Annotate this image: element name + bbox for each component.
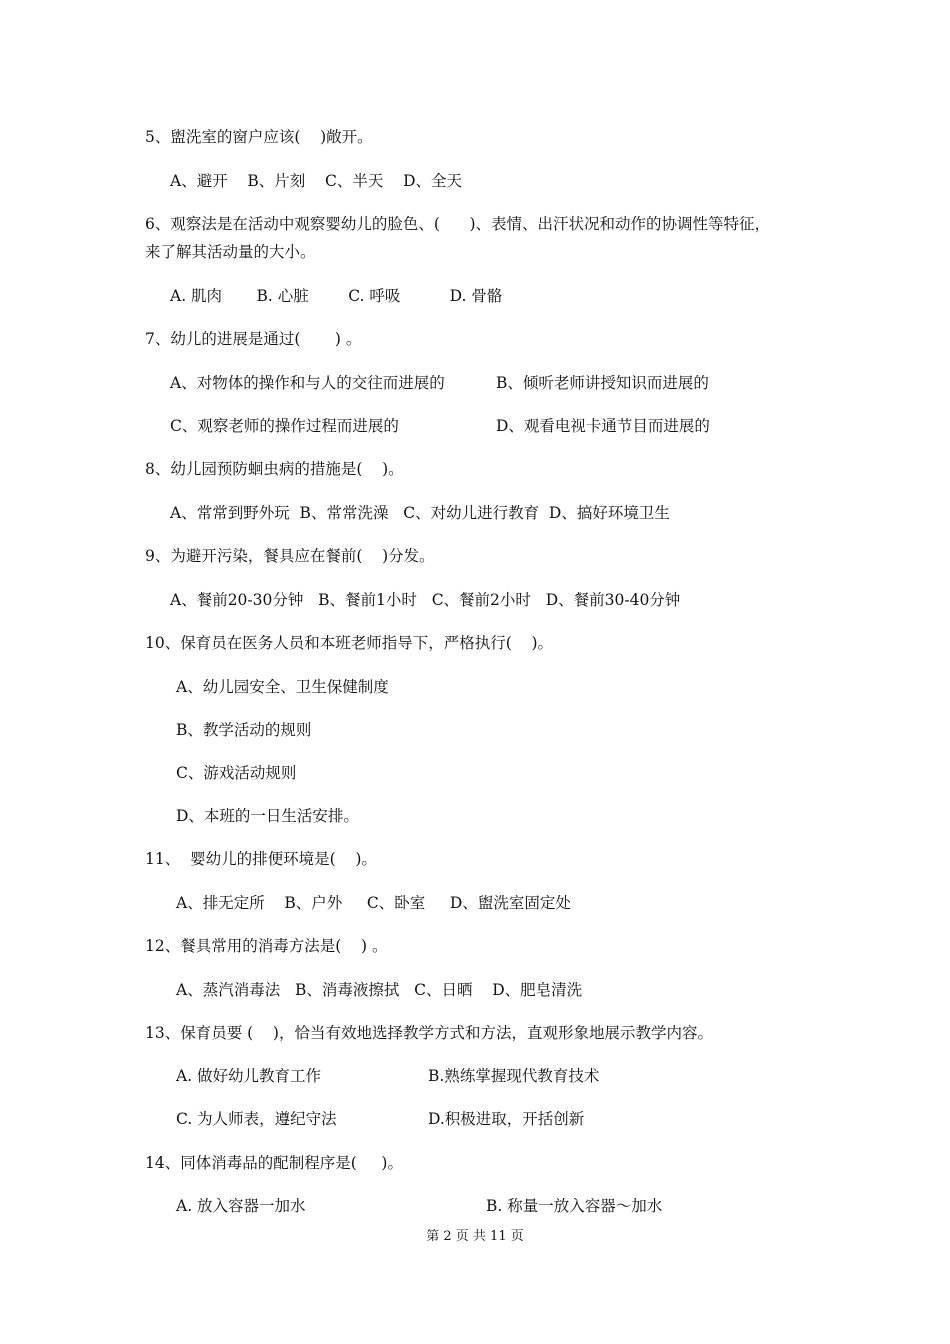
question-12-options: A、蒸汽消毒法 B、消毒液擦拭 C、日晒 D、肥皂清洗 bbox=[176, 981, 583, 999]
question-13-stem: 13、保育员要 ( )，恰当有效地选择教学方式和方法，直观形象地展示教学内容。 bbox=[145, 1024, 713, 1042]
question-6-options: A. 肌肉 B. 心脏 C. 呼吸 D. 骨骼 bbox=[170, 287, 503, 305]
question-10-option-d: D、本班的一日生活安排。 bbox=[176, 807, 359, 825]
question-8-options: A、常常到野外玩 B、常常洗澡 C、对幼儿进行教育 D、搞好环境卫生 bbox=[170, 504, 670, 522]
question-11-options: A、排无定所 B、户外 C、卧室 D、盥洗室固定处 bbox=[176, 894, 571, 912]
question-8-stem: 8、幼儿园预防蛔虫病的措施是( )。 bbox=[145, 460, 404, 478]
question-11-stem: 11、 婴幼儿的排便环境是( )。 bbox=[145, 850, 377, 868]
question-10-stem: 10、保育员在医务人员和本班老师指导下，严格执行( )。 bbox=[145, 634, 554, 652]
question-7-option-c: C、观察老师的操作过程而进展的 bbox=[170, 417, 399, 435]
question-6-stem-line1: 6、观察法是在活动中观察婴幼儿的脸色、( )、表情、出汗状况和动作的协调性等特征， bbox=[145, 215, 771, 233]
question-10-option-c: C、游戏活动规则 bbox=[176, 764, 297, 782]
question-13-option-d: D.积极进取，开括创新 bbox=[428, 1110, 585, 1128]
question-6-stem-line2: 来了解其活动量的大小。 bbox=[145, 243, 316, 261]
question-12-stem: 12、餐具常用的消毒方法是( ) 。 bbox=[145, 937, 388, 955]
question-7-option-a: A、对物体的操作和与人的交往而进展的 bbox=[170, 374, 445, 392]
question-13-option-c: C. 为人师表，遵纪守法 bbox=[176, 1110, 337, 1128]
question-5-options: A、避开 B、片刻 C、半天 D、全天 bbox=[170, 172, 462, 190]
question-9-options: A、餐前20-30分钟 B、餐前1小时 C、餐前2小时 D、餐前30-40分钟 bbox=[170, 591, 681, 609]
question-13-option-b: B.熟练掌握现代教育技术 bbox=[428, 1067, 600, 1085]
question-7-option-b: B、倾听老师讲授知识而进展的 bbox=[496, 374, 709, 392]
question-7-option-d: D、观看电视卡通节目而进展的 bbox=[496, 417, 710, 435]
question-10-option-b: B、教学活动的规则 bbox=[176, 721, 312, 739]
question-7-stem: 7、幼儿的进展是通过( ) 。 bbox=[145, 330, 362, 348]
page-number-footer: 第 2 页 共 11 页 bbox=[426, 1229, 524, 1244]
question-14-stem: 14、同体消毒品的配制程序是( )。 bbox=[145, 1154, 403, 1172]
question-13-option-a: A. 做好幼儿教育工作 bbox=[176, 1067, 322, 1085]
question-14-option-b: B. 称量一放入容器～加水 bbox=[486, 1197, 663, 1215]
question-14-option-a: A. 放入容器一加水 bbox=[176, 1197, 306, 1215]
question-5-stem: 5、盥洗室的窗户应该( )敞开。 bbox=[145, 128, 373, 146]
question-9-stem: 9、为避开污染，餐具应在餐前( )分发。 bbox=[145, 547, 435, 565]
question-10-option-a: A、幼儿园安全、卫生保健制度 bbox=[176, 678, 389, 696]
